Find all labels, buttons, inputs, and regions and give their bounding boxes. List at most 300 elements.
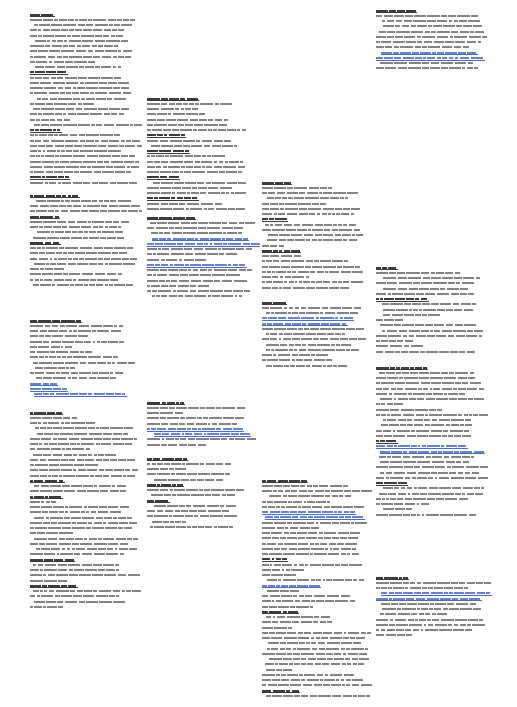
text-line: [376, 512, 478, 517]
word-mark: [221, 192, 225, 194]
word-mark: [443, 451, 453, 453]
word-mark: [458, 52, 465, 54]
word-mark: [266, 260, 272, 262]
word-mark: [358, 338, 366, 340]
text-line: [262, 227, 362, 232]
text-line: [383, 507, 413, 512]
word-mark: [430, 288, 439, 290]
word-mark: [390, 461, 402, 463]
text-line: [380, 612, 449, 617]
word-mark: [48, 475, 51, 477]
word-mark: [427, 20, 435, 22]
word-mark: [63, 113, 66, 115]
word-mark: [343, 239, 347, 241]
word-mark: [188, 444, 196, 446]
text-line: [30, 510, 123, 515]
word-mark: [270, 245, 277, 247]
word-mark: [127, 247, 133, 249]
word-mark: [453, 388, 457, 390]
word-mark: [82, 40, 93, 42]
word-mark: [30, 580, 43, 582]
word-mark: [84, 284, 88, 286]
word-mark: [301, 679, 306, 681]
word-mark: [147, 103, 160, 105]
word-mark: [398, 277, 408, 279]
word-mark: [161, 182, 173, 184]
word-mark: [43, 29, 50, 31]
word-mark: [195, 259, 206, 261]
word-mark: [430, 388, 433, 390]
word-mark: [70, 443, 75, 445]
word-mark: [54, 19, 58, 21]
word-mark: [43, 522, 50, 524]
text-line: [147, 421, 238, 426]
word-mark: [64, 171, 72, 173]
word-mark: [219, 124, 227, 126]
word-mark: [76, 108, 83, 110]
word-mark: [118, 82, 129, 84]
word-mark: [53, 506, 64, 508]
word-mark: [327, 642, 340, 644]
text-line: [36, 198, 132, 203]
word-mark: [284, 307, 288, 309]
word-mark: [147, 463, 150, 465]
word-mark: [408, 493, 411, 495]
word-mark: [385, 613, 396, 615]
word-mark: [266, 281, 272, 283]
word-mark: [33, 237, 46, 239]
word-mark: [216, 407, 221, 409]
section-heading-line: [30, 70, 68, 75]
section-heading-line: [147, 215, 196, 220]
word-mark: [81, 200, 91, 202]
word-mark: [262, 245, 269, 247]
text-block: [262, 478, 372, 702]
word-mark: [376, 498, 381, 500]
word-mark: [179, 444, 187, 446]
word-mark: [157, 484, 160, 486]
word-mark: [30, 595, 35, 597]
word-mark: [61, 585, 67, 587]
word-mark: [465, 424, 472, 426]
word-mark: [166, 259, 178, 261]
word-mark: [455, 272, 461, 274]
word-mark: [391, 388, 396, 390]
word-mark: [323, 192, 332, 194]
word-mark: [99, 469, 104, 471]
text-line: [36, 547, 138, 552]
text-line: [267, 238, 358, 243]
word-mark: [474, 330, 483, 332]
word-mark: [468, 20, 480, 22]
word-mark: [397, 388, 403, 390]
word-mark: [262, 574, 270, 576]
text-line: [153, 180, 247, 185]
word-mark: [262, 213, 272, 215]
word-mark: [192, 428, 197, 430]
word-mark: [111, 35, 116, 37]
word-mark: [421, 330, 428, 332]
word-mark: [172, 192, 175, 194]
word-mark: [292, 354, 298, 356]
word-mark: [394, 324, 401, 326]
word-mark: [169, 285, 176, 287]
word-mark: [322, 564, 334, 566]
word-mark: [95, 35, 102, 37]
text-line: [147, 514, 238, 519]
word-mark: [298, 543, 308, 545]
word-mark: [361, 632, 366, 634]
section-heading-line: [30, 583, 78, 588]
word-mark: [206, 463, 215, 465]
word-mark: [30, 140, 34, 142]
text-line: [30, 371, 124, 376]
word-mark: [35, 77, 42, 79]
word-mark: [30, 501, 40, 503]
word-mark: [423, 277, 430, 279]
word-mark: [98, 252, 111, 254]
word-mark: [376, 435, 383, 437]
word-mark: [262, 537, 271, 539]
word-mark: [72, 527, 85, 529]
word-mark: [402, 372, 409, 374]
text-line: [262, 243, 286, 248]
word-mark: [273, 323, 283, 325]
word-mark: [68, 585, 76, 587]
word-mark: [320, 203, 325, 205]
word-mark: [320, 328, 331, 330]
word-mark: [272, 695, 282, 697]
word-mark: [39, 24, 50, 26]
word-mark: [424, 419, 430, 421]
word-mark: [279, 250, 282, 252]
word-mark: [473, 414, 477, 416]
word-mark: [92, 200, 97, 202]
word-mark: [46, 176, 57, 178]
word-mark: [397, 498, 403, 500]
word-mark: [56, 574, 68, 576]
text-line: [147, 154, 226, 159]
word-mark: [398, 445, 409, 447]
word-mark: [308, 658, 316, 660]
word-mark: [315, 663, 322, 665]
word-mark: [209, 417, 222, 419]
word-mark: [320, 621, 326, 623]
word-mark: [77, 590, 84, 592]
word-mark: [283, 485, 290, 487]
word-mark: [275, 224, 283, 226]
word-mark: [55, 161, 59, 163]
section-heading-line: [30, 175, 70, 180]
word-mark: [426, 351, 438, 353]
word-mark: [63, 273, 68, 275]
word-mark: [109, 226, 117, 228]
word-mark: [279, 663, 288, 665]
word-mark: [317, 213, 321, 215]
word-mark: [411, 514, 416, 516]
word-mark: [403, 461, 416, 463]
word-mark: [49, 50, 59, 52]
word-mark: [121, 155, 128, 157]
word-mark: [337, 266, 341, 268]
word-mark: [289, 480, 300, 482]
word-mark: [449, 592, 453, 594]
word-mark: [168, 113, 171, 115]
word-mark: [351, 522, 354, 524]
text-line: [262, 358, 333, 363]
word-mark: [211, 473, 224, 475]
word-mark: [147, 150, 158, 152]
word-mark: [193, 269, 199, 271]
word-mark: [161, 285, 168, 287]
word-mark: [328, 213, 331, 215]
word-mark: [45, 66, 55, 68]
word-mark: [341, 271, 351, 273]
word-mark: [110, 459, 117, 461]
word-mark: [160, 208, 172, 210]
word-mark: [289, 548, 297, 550]
word-mark: [322, 511, 333, 513]
word-mark: [177, 290, 188, 292]
word-mark: [177, 192, 186, 194]
word-mark: [336, 349, 345, 351]
word-mark: [30, 14, 40, 16]
word-mark: [306, 537, 317, 539]
word-mark: [299, 192, 305, 194]
word-mark: [401, 409, 415, 411]
word-mark: [30, 195, 33, 197]
word-mark: [47, 237, 59, 239]
word-mark: [307, 501, 315, 503]
word-mark: [293, 595, 297, 597]
word-mark: [184, 248, 192, 250]
word-mark: [460, 293, 467, 295]
word-mark: [208, 423, 211, 425]
word-mark: [426, 398, 435, 400]
word-mark: [30, 553, 43, 555]
word-mark: [104, 517, 111, 519]
word-mark: [88, 356, 102, 358]
text-line: [30, 170, 133, 175]
word-mark: [103, 325, 112, 327]
word-mark: [192, 526, 197, 528]
word-mark: [166, 119, 176, 121]
word-mark: [376, 466, 388, 468]
text-line: [147, 442, 208, 447]
word-mark: [114, 166, 125, 168]
word-mark: [48, 574, 55, 576]
word-mark: [311, 548, 324, 550]
word-mark: [387, 282, 397, 284]
word-mark: [33, 454, 42, 456]
word-mark: [450, 430, 463, 432]
word-mark: [40, 330, 47, 332]
word-mark: [331, 344, 335, 346]
word-mark: [387, 629, 395, 631]
text-line: [147, 107, 199, 112]
word-mark: [345, 579, 352, 581]
word-mark: [38, 150, 41, 152]
word-mark: [187, 428, 191, 430]
word-mark: [464, 309, 473, 311]
word-mark: [77, 113, 89, 115]
text-line: [30, 209, 143, 214]
word-mark: [335, 234, 341, 236]
word-mark: [194, 248, 204, 250]
word-mark: [300, 516, 307, 518]
word-mark: [72, 543, 79, 545]
word-mark: [66, 166, 79, 168]
word-mark: [94, 522, 102, 524]
word-mark: [443, 25, 455, 27]
word-mark: [88, 61, 95, 63]
word-mark: [62, 341, 73, 343]
word-mark: [339, 495, 344, 497]
word-mark: [420, 351, 425, 353]
word-mark: [271, 532, 282, 534]
word-mark: [30, 145, 37, 147]
text-line: [30, 541, 130, 546]
word-mark: [306, 333, 315, 335]
word-mark: [418, 445, 421, 447]
word-mark: [393, 587, 404, 589]
word-mark: [271, 648, 278, 650]
word-mark: [172, 171, 179, 173]
word-mark: [118, 517, 126, 519]
word-mark: [181, 479, 189, 481]
word-mark: [457, 15, 469, 17]
word-mark: [418, 388, 422, 390]
word-mark: [210, 243, 213, 245]
word-mark: [430, 377, 443, 379]
word-mark: [411, 430, 415, 432]
word-mark: [415, 314, 421, 316]
word-mark: [77, 45, 81, 47]
word-mark: [293, 648, 296, 650]
text-line: [262, 201, 327, 206]
word-mark: [298, 328, 302, 330]
word-mark: [421, 629, 424, 631]
word-mark: [52, 45, 63, 47]
word-mark: [326, 648, 339, 650]
text-line: [147, 159, 244, 164]
word-mark: [446, 309, 453, 311]
word-mark: [295, 307, 300, 309]
word-mark: [251, 243, 259, 245]
text-line: [147, 185, 234, 190]
word-mark: [266, 344, 279, 346]
word-mark: [147, 248, 157, 250]
word-mark: [386, 372, 395, 374]
word-mark: [444, 587, 453, 589]
word-mark: [223, 417, 234, 419]
word-mark: [288, 495, 297, 497]
word-mark: [44, 443, 48, 445]
word-mark: [307, 679, 319, 681]
word-mark: [429, 414, 442, 416]
word-mark: [66, 66, 78, 68]
word-mark: [235, 295, 238, 297]
word-mark: [46, 145, 53, 147]
word-mark: [159, 232, 163, 234]
word-mark: [223, 232, 226, 234]
word-mark: [198, 444, 207, 446]
word-mark: [59, 247, 64, 249]
word-mark: [74, 553, 80, 555]
word-mark: [273, 490, 277, 492]
section-heading-line: [30, 128, 62, 133]
word-mark: [46, 195, 55, 197]
word-mark: [30, 210, 35, 212]
word-mark: [168, 479, 180, 481]
word-mark: [238, 182, 246, 184]
text-line: [33, 107, 130, 112]
word-mark: [43, 35, 53, 37]
word-mark: [186, 505, 191, 507]
word-mark: [376, 377, 386, 379]
word-mark: [233, 290, 243, 292]
word-mark: [428, 624, 434, 626]
text-line: [262, 269, 365, 274]
word-mark: [113, 66, 117, 68]
word-mark: [283, 658, 292, 660]
word-mark: [392, 293, 403, 295]
word-mark: [381, 382, 394, 384]
word-mark: [277, 192, 286, 194]
word-mark: [43, 606, 46, 608]
word-mark: [453, 330, 466, 332]
word-mark: [76, 320, 81, 322]
word-mark: [198, 285, 209, 287]
word-mark: [47, 606, 56, 608]
word-mark: [467, 330, 473, 332]
word-mark: [352, 679, 363, 681]
text-line: [376, 333, 483, 338]
text-line: [30, 329, 122, 334]
word-mark: [170, 264, 174, 266]
word-mark: [225, 463, 231, 465]
word-mark: [147, 98, 160, 100]
word-mark: [405, 388, 417, 390]
word-mark: [49, 356, 56, 358]
word-mark: [479, 335, 482, 337]
word-mark: [343, 653, 347, 655]
word-mark: [126, 171, 132, 173]
word-mark: [223, 428, 233, 430]
word-mark: [278, 543, 283, 545]
word-mark: [265, 516, 273, 518]
word-mark: [337, 543, 344, 545]
word-mark: [169, 134, 180, 136]
word-mark: [163, 521, 169, 523]
text-line: [34, 484, 128, 489]
word-mark: [204, 489, 210, 491]
word-mark: [321, 323, 329, 325]
word-mark: [322, 213, 327, 215]
word-mark: [359, 658, 369, 660]
word-mark: [467, 41, 477, 43]
word-mark: [103, 564, 114, 566]
word-mark: [49, 443, 57, 445]
text-line: [30, 80, 131, 85]
word-mark: [340, 338, 347, 340]
word-mark: [306, 260, 313, 262]
word-mark: [72, 448, 84, 450]
word-mark: [79, 393, 86, 395]
word-mark: [427, 598, 439, 600]
text-block: [147, 456, 247, 530]
word-mark: [51, 448, 61, 450]
